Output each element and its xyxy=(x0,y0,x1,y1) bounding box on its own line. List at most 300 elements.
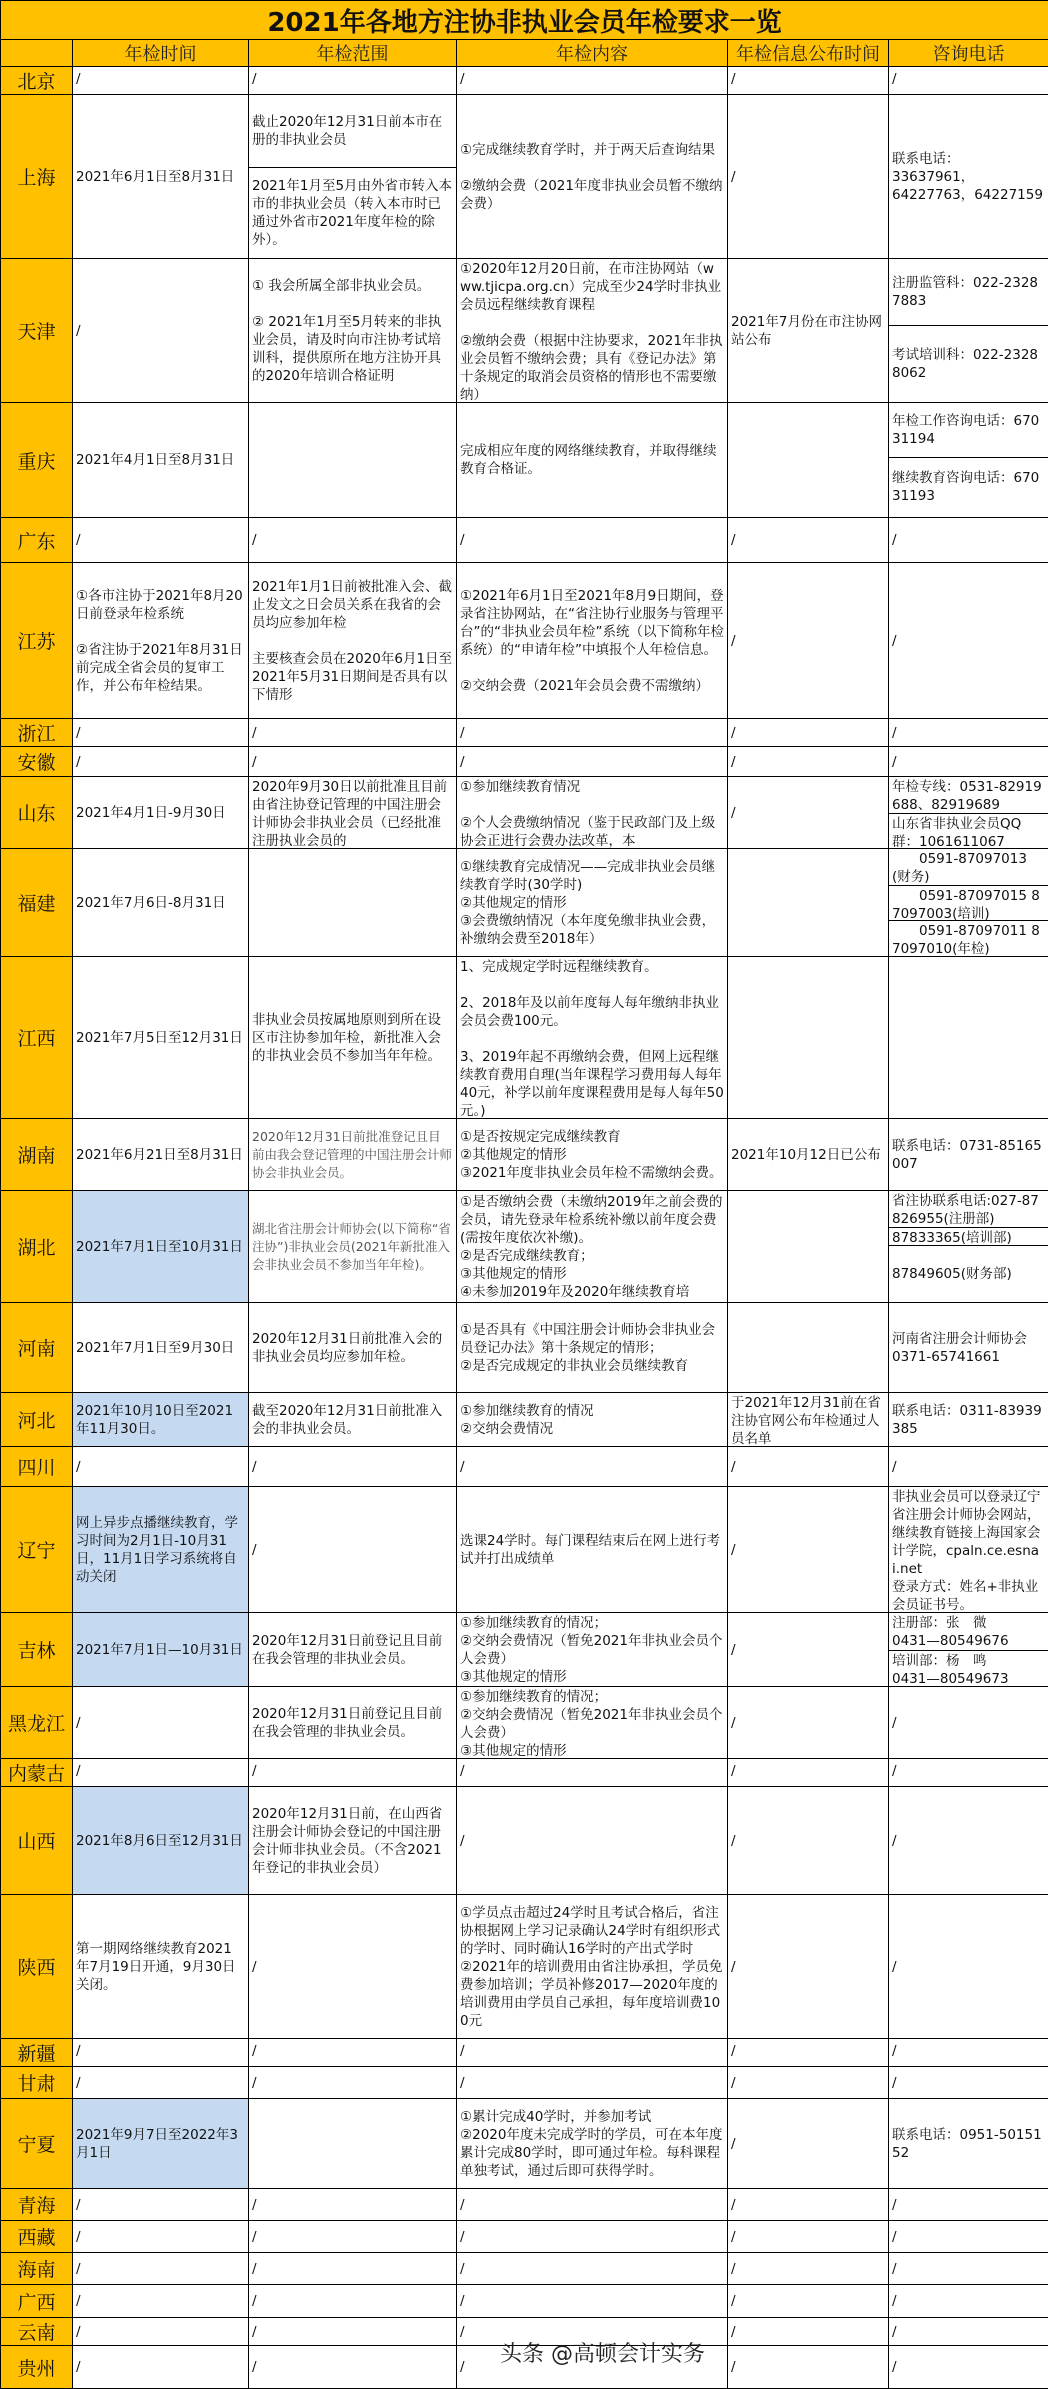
publish-cell xyxy=(728,259,889,403)
time-text: 第一期网络继续教育2021年7月19日开通，9月30日关闭。 xyxy=(73,1895,248,2038)
scope-cell xyxy=(249,259,457,403)
scope-cell xyxy=(249,777,457,849)
scope-text: / xyxy=(249,2189,456,2220)
province-label: 贵州 xyxy=(1,2346,73,2389)
contact-cell xyxy=(889,1759,1048,1787)
content-cell xyxy=(457,849,728,957)
province-label: 吉林 xyxy=(1,1613,73,1687)
province-label: 湖北 xyxy=(1,1191,73,1303)
content-cell xyxy=(457,518,728,563)
content-cell xyxy=(457,1759,728,1787)
contact-cell xyxy=(889,1487,1048,1613)
header-scope: 年检范围 xyxy=(249,40,457,67)
table-row xyxy=(1,563,1048,719)
time-text: 2021年7月1日至9月30日 xyxy=(73,1303,248,1392)
publish-cell xyxy=(728,777,889,849)
scope-cell xyxy=(249,1613,457,1687)
contact-cell xyxy=(889,1119,1048,1191)
table-row xyxy=(1,1687,1048,1759)
time-text: 2021年6月1日至8月31日 xyxy=(73,95,248,258)
content-cell xyxy=(457,957,728,1119)
contact-text: 0591-87097013(财务) xyxy=(889,849,1048,885)
content-cell xyxy=(457,747,728,777)
table-row xyxy=(1,849,1048,957)
time-cell xyxy=(73,2067,249,2099)
time-text: / xyxy=(73,1687,248,1758)
province-label: 河南 xyxy=(1,1303,73,1393)
contact-cell xyxy=(889,777,1048,849)
time-cell xyxy=(73,2346,249,2389)
scope-text: 2021年1月1日前被批准入会、截止发文之日会员关系在我省的会员均应参加年检 主要核查会员在2020年6月1日至2021年5月31日期间是否具有以下情形 xyxy=(249,563,456,718)
table-row xyxy=(1,1393,1048,1447)
contact-cell xyxy=(889,1613,1048,1687)
contact-text: / xyxy=(889,1895,1048,2038)
content-text: / xyxy=(457,518,727,562)
content-cell xyxy=(457,259,728,403)
publish-text: / xyxy=(728,2189,888,2220)
content-text: ①完成继续教育学时，并于两天后查询结果 ②缴纳会费（2021年度非执业会员暂不缴纳会费） xyxy=(457,95,727,258)
contact-cell xyxy=(889,2346,1048,2389)
time-text: / xyxy=(73,719,248,746)
content-cell xyxy=(457,2189,728,2221)
publish-cell xyxy=(728,2189,889,2221)
content-text: ①是否缴纳会费（未缴纳2019年之前会费的会员，请先登录年检系统补缴以前年度会费(需按年度依次补缴)。 ②是否完成继续教育； ③其他规定的情形 ④未参加2019年及2020年继续教育培 xyxy=(457,1191,727,1302)
publish-cell xyxy=(728,719,889,747)
contact-cell xyxy=(889,2099,1048,2189)
scope-text: 2020年12月31日前批准入会的非执业会员均应参加年检。 xyxy=(249,1303,456,1392)
publish-cell xyxy=(728,1303,889,1393)
scope-cell xyxy=(249,719,457,747)
time-text: / xyxy=(73,2039,248,2063)
content-cell xyxy=(457,1119,728,1191)
scope-text: / xyxy=(249,2067,456,2098)
scope-text: / xyxy=(249,1487,456,1612)
publish-cell xyxy=(728,2318,889,2346)
header-time: 年检时间 xyxy=(73,40,249,67)
publish-cell xyxy=(728,1687,889,1759)
contact-cell xyxy=(889,1191,1048,1303)
contact-text: / xyxy=(889,518,1048,562)
table-row xyxy=(1,957,1048,1119)
table-row xyxy=(1,719,1048,747)
scope-cell xyxy=(249,2346,457,2389)
content-text: / xyxy=(457,747,727,776)
content-cell xyxy=(457,1303,728,1393)
time-cell xyxy=(73,747,249,777)
content-text: / xyxy=(457,2253,727,2284)
scope-cell xyxy=(249,1759,457,1787)
contact-text: / xyxy=(889,1787,1048,1894)
contact-text: 注册部：张 微 0431—80549676 xyxy=(889,1613,1048,1650)
content-text: / xyxy=(457,2285,727,2317)
contact-text: / xyxy=(889,2253,1048,2284)
scope-text: / xyxy=(249,2346,456,2388)
table-row xyxy=(1,1759,1048,1787)
content-text: / xyxy=(457,2346,727,2388)
contact-text: 继续教育咨询电话：67031193 xyxy=(889,457,1048,517)
header-content: 年检内容 xyxy=(457,40,728,67)
contact-cell xyxy=(889,747,1048,777)
contact-cell xyxy=(889,95,1048,259)
scope-text: / xyxy=(249,2253,456,2284)
table-row xyxy=(1,2039,1048,2067)
scope-cell xyxy=(249,1447,457,1487)
table-row xyxy=(1,1191,1048,1303)
scope-text xyxy=(249,403,456,517)
contact-cell xyxy=(889,403,1048,518)
time-text: / xyxy=(73,1447,248,1486)
time-text: ①各市注协于2021年8月20日前登录年检系统 ②省注协于2021年8月31日前完成全省会员的复审工作，并公布年检结果。 xyxy=(73,563,248,718)
publish-cell xyxy=(728,849,889,957)
contact-cell xyxy=(889,518,1048,563)
time-text: / xyxy=(73,518,248,562)
province-label: 山东 xyxy=(1,777,73,849)
time-text: 2021年7月1日—10月31日 xyxy=(73,1613,248,1686)
content-text: / xyxy=(457,1787,727,1894)
content-cell xyxy=(457,563,728,719)
content-text: ①参加继续教育的情况； ②交纳会费情况（暂免2021年非执业会员个人会费） ③其他规定的情形 xyxy=(457,1613,727,1686)
province-label: 江苏 xyxy=(1,563,73,719)
publish-cell xyxy=(728,1895,889,2039)
time-cell xyxy=(73,2039,249,2067)
scope-cell xyxy=(249,95,457,259)
scope-cell xyxy=(249,403,457,518)
header-province xyxy=(1,40,73,67)
publish-cell xyxy=(728,563,889,719)
publish-text: / xyxy=(728,2285,888,2317)
publish-text: / xyxy=(728,95,888,258)
time-cell xyxy=(73,1191,249,1303)
content-text: / xyxy=(457,2067,727,2098)
time-text: / xyxy=(73,2318,248,2345)
publish-text: / xyxy=(728,2221,888,2252)
content-cell xyxy=(457,403,728,518)
scope-text: / xyxy=(249,518,456,562)
contact-text: / xyxy=(889,1759,1048,1783)
contact-text: 联系电话：0311-83939385 xyxy=(889,1393,1048,1446)
province-label: 安徽 xyxy=(1,747,73,777)
publish-cell xyxy=(728,403,889,518)
scope-cell xyxy=(249,1787,457,1895)
time-text: / xyxy=(73,1759,248,1783)
contact-text: / xyxy=(889,719,1048,746)
province-label: 宁夏 xyxy=(1,2099,73,2189)
scope-text: 非执业会员按属地原则到所在设区市注协参加年检，新批准入会的非执业会员不参加当年年检。 xyxy=(249,957,456,1118)
contact-cell xyxy=(889,1895,1048,2039)
publish-cell xyxy=(728,747,889,777)
time-text: 2021年4月1日至8月31日 xyxy=(73,403,248,517)
time-cell xyxy=(73,1447,249,1487)
time-text: / xyxy=(73,2067,248,2098)
content-text: / xyxy=(457,719,727,746)
contact-cell xyxy=(889,849,1048,957)
scope-cell xyxy=(249,1687,457,1759)
time-text: / xyxy=(73,2346,248,2388)
table-row xyxy=(1,1895,1048,2039)
province-label: 河北 xyxy=(1,1393,73,1447)
province-label: 山西 xyxy=(1,1787,73,1895)
content-text: ①2021年6月1日至2021年8月9日期间，登录省注协网站，在“省注协行业服务与管理平台”的“非执业会员年检”系统（以下简称年检系统）的“申请年检”中填报个人年检信息。 ②交纳会费（2021年会员会费不需缴纳） xyxy=(457,563,727,718)
scope-cell xyxy=(249,563,457,719)
province-label: 江西 xyxy=(1,957,73,1119)
scope-text: 2020年12月31日前登记且目前在我会管理的非执业会员。 xyxy=(249,1687,456,1758)
time-cell xyxy=(73,67,249,95)
scope-cell xyxy=(249,1119,457,1191)
scope-text xyxy=(249,849,456,956)
scope-text: 2020年12月31日前批准登记且目前由我会登记管理的中国注册会计师协会非执业会员。 xyxy=(249,1119,456,1190)
publish-cell xyxy=(728,1447,889,1487)
content-text: 1、完成规定学时远程继续教育。 2、2018年及以前年度每人每年缴纳非执业会员会费100元。 3、2019年起不再缴纳会费，但网上远程继续教育费用自理(当年课程学习费用每人每年40元，补学以前年度课程费用是每人每年50元。) xyxy=(457,957,727,1118)
scope-text: 2020年9月30日以前批准且目前由省注协登记管理的中国注册会计师协会非执业会员（已经批准注册执业会员的 xyxy=(249,777,456,848)
scope-cell xyxy=(249,2253,457,2285)
content-cell xyxy=(457,67,728,95)
scope-cell xyxy=(249,849,457,957)
contact-text: 联系电话： 33637961， 64227763，64227159 xyxy=(889,95,1048,258)
contact-cell xyxy=(889,957,1048,1119)
province-label: 西藏 xyxy=(1,2221,73,2253)
publish-text: / xyxy=(728,1613,888,1686)
table-row xyxy=(1,2189,1048,2221)
time-cell xyxy=(73,95,249,259)
scope-text: 截至2020年12月31日前批准入会的非执业会员。 xyxy=(249,1393,456,1446)
contact-text: 87849605(财务部) xyxy=(889,1245,1048,1302)
contact-text: 省注协联系电话:027-87826955(注册部) xyxy=(889,1191,1048,1227)
content-cell xyxy=(457,2221,728,2253)
content-cell xyxy=(457,1895,728,2039)
content-text: / xyxy=(457,1759,727,1783)
contact-cell xyxy=(889,1447,1048,1487)
content-cell xyxy=(457,1447,728,1487)
time-text: 网上异步点播继续教育，学习时间为2月1日-10月31日，11月1日学习系统将自动关闭 xyxy=(73,1487,248,1612)
publish-cell xyxy=(728,518,889,563)
contact-cell xyxy=(889,719,1048,747)
scope-text: 2021年1月至5月由外省市转入本市的非执业会员（转入本市时已通过外省市2021年度年检的除外）。 xyxy=(249,167,456,258)
table-row xyxy=(1,67,1048,95)
time-cell xyxy=(73,563,249,719)
time-text: 2021年8月6日至12月31日 xyxy=(73,1787,248,1894)
publish-text: / xyxy=(728,2346,888,2388)
header-row xyxy=(1,40,1048,67)
table-row xyxy=(1,1119,1048,1191)
scope-cell xyxy=(249,1191,457,1303)
province-label: 青海 xyxy=(1,2189,73,2221)
scope-cell xyxy=(249,957,457,1119)
contact-text: / xyxy=(889,1687,1048,1758)
content-cell xyxy=(457,2067,728,2099)
contact-cell xyxy=(889,2221,1048,2253)
contact-cell xyxy=(889,2067,1048,2099)
time-text: 2021年9月7日至2022年3月1日 xyxy=(73,2099,248,2188)
contact-cell xyxy=(889,1687,1048,1759)
publish-cell xyxy=(728,2253,889,2285)
contact-text: 河南省注册会计师协会 0371-65741661 xyxy=(889,1303,1048,1392)
contact-text: 山东省非执业会员QQ群：1061611067 xyxy=(889,813,1048,849)
content-text: / xyxy=(457,2221,727,2252)
publish-cell xyxy=(728,1487,889,1613)
time-text: / xyxy=(73,2189,248,2220)
time-cell xyxy=(73,1759,249,1787)
contact-cell xyxy=(889,2318,1048,2346)
scope-text: / xyxy=(249,1895,456,2038)
time-cell xyxy=(73,1687,249,1759)
scope-cell xyxy=(249,2221,457,2253)
time-cell xyxy=(73,2099,249,2189)
time-text: / xyxy=(73,259,248,402)
scope-cell xyxy=(249,1393,457,1447)
province-label: 黑龙江 xyxy=(1,1687,73,1759)
content-text: ①累计完成40学时，并参加考试 ②2020年度未完成学时的学员，可在本年度累计完成80学时，即可通过年检。每科课程单独考试，通过后即可获得学时。 xyxy=(457,2099,727,2188)
table-row xyxy=(1,1303,1048,1393)
publish-cell xyxy=(728,1119,889,1191)
scope-cell xyxy=(249,2189,457,2221)
contact-text: 年检专线：0531-82919688、82919689 xyxy=(889,777,1048,813)
table-row xyxy=(1,1787,1048,1895)
scope-text: 截止2020年12月31日前本市在册的非执业会员 xyxy=(249,95,456,167)
header-contact: 咨询电话 xyxy=(889,40,1048,67)
table-row xyxy=(1,1447,1048,1487)
province-label: 北京 xyxy=(1,67,73,95)
publish-text: / xyxy=(728,2039,888,2063)
time-text: 2021年4月1日-9月30日 xyxy=(73,777,248,848)
scope-text: / xyxy=(249,2221,456,2252)
contact-text: / xyxy=(889,747,1048,776)
content-cell xyxy=(457,2039,728,2067)
scope-cell xyxy=(249,2285,457,2318)
publish-text xyxy=(728,1303,888,1392)
content-cell xyxy=(457,719,728,747)
scope-cell xyxy=(249,1303,457,1393)
publish-text: / xyxy=(728,1487,888,1612)
publish-text: / xyxy=(728,777,888,848)
scope-text: / xyxy=(249,2285,456,2317)
publish-text xyxy=(728,1191,888,1302)
content-text: ①参加继续教育情况 ②个人会费缴纳情况（鉴于民政部门及上级协会正进行会费办法改革，本 xyxy=(457,777,727,848)
time-text: 2021年7月6日-8月31日 xyxy=(73,849,248,956)
province-label: 浙江 xyxy=(1,719,73,747)
time-cell xyxy=(73,1895,249,2039)
scope-text: 湖北省注册会计师协会(以下简称“省注协”)非执业会员(2021年新批准入会非执业会员不参加当年年检)。 xyxy=(249,1191,456,1302)
table-row xyxy=(1,2221,1048,2253)
scope-text: / xyxy=(249,67,456,91)
scope-text: / xyxy=(249,2039,456,2063)
time-cell xyxy=(73,1119,249,1191)
scope-cell xyxy=(249,67,457,95)
province-label: 重庆 xyxy=(1,403,73,518)
contact-text: 87833365(培训部) xyxy=(889,1227,1048,1245)
page-title: 2021年各地方注协非执业会员年检要求一览 xyxy=(1,1,1048,40)
publish-text xyxy=(728,957,888,1118)
time-cell xyxy=(73,2189,249,2221)
content-text: / xyxy=(457,2189,727,2220)
time-cell xyxy=(73,1393,249,1447)
publish-text xyxy=(728,849,888,956)
content-text: ①继续教育完成情况——完成非执业会员继续教育学时(30学时) ②其他规定的情形 ③会费缴纳情况（本年度免缴非执业会费，补缴纳会费至2018年） xyxy=(457,849,727,956)
province-label: 辽宁 xyxy=(1,1487,73,1613)
province-label: 广东 xyxy=(1,518,73,563)
time-cell xyxy=(73,259,249,403)
contact-text: / xyxy=(889,1447,1048,1486)
contact-cell xyxy=(889,2039,1048,2067)
publish-cell xyxy=(728,95,889,259)
table-row xyxy=(1,2253,1048,2285)
scope-cell xyxy=(249,2067,457,2099)
source-watermark: 头条 @高顿会计实务 xyxy=(500,2342,705,2368)
publish-text xyxy=(728,403,888,517)
contact-text: 联系电话：0731-85165007 xyxy=(889,1119,1048,1190)
content-text: / xyxy=(457,1447,727,1486)
time-cell xyxy=(73,403,249,518)
content-cell xyxy=(457,2253,728,2285)
publish-text: / xyxy=(728,1447,888,1486)
publish-text: / xyxy=(728,2318,888,2345)
province-label: 湖南 xyxy=(1,1119,73,1191)
time-cell xyxy=(73,518,249,563)
scope-cell xyxy=(249,1487,457,1613)
province-label: 四川 xyxy=(1,1447,73,1487)
time-cell xyxy=(73,1787,249,1895)
scope-cell xyxy=(249,1895,457,2039)
publish-cell xyxy=(728,1787,889,1895)
contact-cell xyxy=(889,1393,1048,1447)
publish-text: 2021年10月12日已公布 xyxy=(728,1119,888,1190)
scope-cell xyxy=(249,2318,457,2346)
time-cell xyxy=(73,2221,249,2253)
table-row xyxy=(1,95,1048,259)
contact-cell xyxy=(889,2285,1048,2318)
time-text: / xyxy=(73,2253,248,2284)
scope-cell xyxy=(249,518,457,563)
publish-text: / xyxy=(728,1759,888,1783)
contact-cell xyxy=(889,259,1048,403)
province-label: 陕西 xyxy=(1,1895,73,2039)
publish-text: 于2021年12月31前在省注协官网公布年检通过人员名单 xyxy=(728,1393,888,1446)
publish-text: / xyxy=(728,2253,888,2284)
time-text: / xyxy=(73,2285,248,2317)
publish-cell xyxy=(728,1613,889,1687)
contact-text xyxy=(889,957,1048,1118)
time-cell xyxy=(73,957,249,1119)
contact-cell xyxy=(889,1303,1048,1393)
content-cell xyxy=(457,1613,728,1687)
contact-cell xyxy=(889,1787,1048,1895)
content-cell xyxy=(457,95,728,259)
scope-text xyxy=(249,2099,456,2188)
publish-cell xyxy=(728,1393,889,1447)
scope-cell xyxy=(249,2039,457,2067)
time-cell xyxy=(73,719,249,747)
publish-text: / xyxy=(728,2099,888,2188)
contact-text: 非执业会员可以登录辽宁省注册会计师协会网站，继续教育链接上海国家会计学院，cpaln.ce.esnai.net 登录方式：姓名+非执业会员证书号。 xyxy=(889,1487,1048,1612)
publish-cell xyxy=(728,1191,889,1303)
content-text: 选课24学时。每门课程结束后在网上进行考试并打出成绩单 xyxy=(457,1487,727,1612)
publish-text: / xyxy=(728,747,888,776)
contact-cell xyxy=(889,2253,1048,2285)
table-row xyxy=(1,2099,1048,2189)
time-cell xyxy=(73,2318,249,2346)
content-cell xyxy=(457,2285,728,2318)
contact-text: / xyxy=(889,2039,1048,2063)
scope-text: / xyxy=(249,1447,456,1486)
contact-text: / xyxy=(889,2067,1048,2098)
contact-cell xyxy=(889,563,1048,719)
content-text: ①2020年12月20日前，在市注协网站（www.tjicpa.org.cn）完成至少24学时非执业会员远程继续教育课程 ②缴纳会费（根据中注协要求，2021年非执业会员暂不缴纳会费；具有《登记办法》第十条规定的取消会员资格的情形也不需要缴纳） xyxy=(457,259,727,402)
scope-text: ① 我会所属全部非执业会员。 ② 2021年1月至5月转来的非执业会员，请及时向市注协考试培训科，提供原所在地方注协开具的2020年培训合格证明 xyxy=(249,259,456,402)
scope-text: / xyxy=(249,1759,456,1783)
content-cell xyxy=(457,777,728,849)
header-publish-time: 年检信息公布时间 xyxy=(728,40,889,67)
publish-cell xyxy=(728,2285,889,2318)
publish-text: / xyxy=(728,2067,888,2098)
